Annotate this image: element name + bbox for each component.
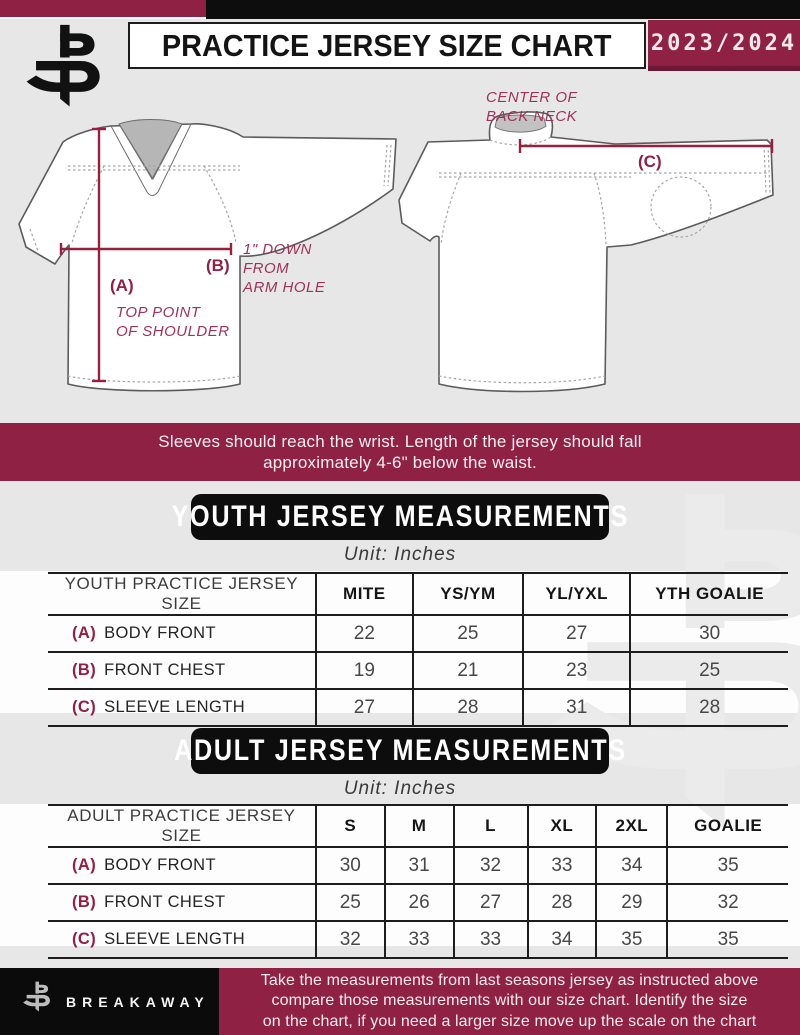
footer-note-line-2: compare those measurements with our size chart. Identify the size [271, 992, 748, 1010]
cell: 33 [454, 921, 528, 958]
row-label: SLEEVE LENGTH [104, 698, 246, 716]
cell: 31 [385, 847, 454, 884]
top-strip-maroon [0, 0, 206, 17]
youth-section-heading-banner [171, 494, 629, 540]
adult-section-heading-banner [173, 728, 627, 774]
cell: 28 [630, 689, 788, 726]
table-row [48, 884, 788, 921]
top-accent-strip [0, 0, 800, 20]
youth-row-c-label [48, 689, 316, 726]
cell: 29 [596, 884, 667, 921]
youth-table-title-cell: YOUTH PRACTICE JERSEY SIZE [64, 574, 299, 613]
cell: 35 [596, 921, 667, 958]
youth-table-header-row [48, 573, 788, 615]
label-B-caption-3: ARM HOLE [243, 279, 326, 296]
cell: 33 [528, 847, 597, 884]
adult-col-goalie: GOALIE [667, 805, 788, 847]
footer-note-line-3: on the chart, if you need a larger size move up the scale on the chart [262, 1012, 757, 1030]
measurements-section [0, 481, 800, 968]
row-key: (A) [72, 856, 97, 874]
cell: 28 [413, 689, 523, 726]
adult-col-l: L [454, 805, 528, 847]
row-key: (A) [72, 624, 97, 642]
top-strip-black [206, 0, 800, 20]
cell: 32 [316, 921, 385, 958]
cell: 25 [413, 615, 523, 652]
youth-col-ysym: YS/YM [413, 573, 523, 615]
cell: 26 [385, 884, 454, 921]
front-jersey-diagram [6, 93, 406, 423]
adult-table-header-row [48, 805, 788, 847]
back-jersey-diagram [398, 85, 800, 415]
row-label: BODY FRONT [104, 624, 216, 642]
cell: 35 [667, 847, 788, 884]
breakaway-b-logo-small-icon [22, 981, 54, 1022]
youth-row-b-label [48, 652, 316, 689]
row-label: BODY FRONT [104, 856, 216, 874]
footer-brand-block [0, 968, 219, 1035]
cell: 31 [523, 689, 630, 726]
adult-col-xl: XL [528, 805, 597, 847]
label-A-caption-1: TOP POINT [116, 304, 201, 321]
footer-brand-name: BREAKAWAY [66, 993, 210, 1010]
youth-section-heading: YOUTH JERSEY MEASUREMENTS [171, 500, 629, 533]
hero-section [0, 19, 800, 423]
footer-instructions [219, 968, 800, 1035]
cell: 25 [630, 652, 788, 689]
row-key: (B) [72, 661, 97, 679]
footer-note-line-1: Take the measurements from last seasons jersey as instructed above [260, 971, 759, 989]
cell: 28 [528, 884, 597, 921]
adult-col-2xl: 2XL [596, 805, 667, 847]
cell: 35 [667, 921, 788, 958]
fit-notice-line-2: approximately 4-6" below the waist. [263, 453, 537, 472]
season-badge [648, 20, 800, 71]
youth-row-a-label [48, 615, 316, 652]
adult-unit-label: Unit: Inches [343, 778, 457, 799]
youth-col-ylyxl: YL/YXL [523, 573, 630, 615]
row-key: (C) [72, 930, 97, 948]
page-title: PRACTICE JERSEY SIZE CHART [162, 27, 612, 63]
footer [0, 968, 800, 1035]
cell: 25 [316, 884, 385, 921]
label-B-caption-1: 1" DOWN [243, 241, 312, 258]
row-label: SLEEVE LENGTH [104, 930, 246, 948]
adult-section-heading: ADULT JERSEY MEASUREMENTS [173, 734, 627, 767]
label-B-caption-2: FROM [243, 260, 290, 277]
cell: 21 [413, 652, 523, 689]
season-label: 2023/2024 [650, 30, 798, 56]
cell: 30 [316, 847, 385, 884]
label-A: (A) [110, 276, 134, 295]
cell: 19 [316, 652, 413, 689]
youth-unit-label: Unit: Inches [343, 544, 457, 565]
table-row [48, 652, 788, 689]
cell: 27 [454, 884, 528, 921]
cell: 22 [316, 615, 413, 652]
cell: 23 [523, 652, 630, 689]
cell: 32 [667, 884, 788, 921]
adult-row-a-label [48, 847, 316, 884]
youth-size-table [48, 572, 788, 727]
cell: 34 [528, 921, 597, 958]
cell: 27 [523, 615, 630, 652]
label-B: (B) [206, 256, 230, 275]
table-row [48, 615, 788, 652]
label-A-caption-2: OF SHOULDER [116, 323, 230, 340]
cell: 34 [596, 847, 667, 884]
youth-col-mite: MITE [316, 573, 413, 615]
adult-table-title-cell: ADULT PRACTICE JERSEY SIZE [67, 806, 296, 845]
label-C: (C) [638, 152, 662, 171]
cell: 27 [316, 689, 413, 726]
page-title-box [128, 22, 646, 69]
adult-row-c-label [48, 921, 316, 958]
youth-col-goalie: YTH GOALIE [630, 573, 788, 615]
table-row [48, 689, 788, 726]
cell: 30 [630, 615, 788, 652]
cell: 32 [454, 847, 528, 884]
row-key: (C) [72, 698, 97, 716]
row-key: (B) [72, 893, 97, 911]
label-C-caption-2: BACK NECK [486, 108, 578, 125]
row-label: FRONT CHEST [104, 893, 226, 911]
adult-row-b-label [48, 884, 316, 921]
adult-size-table [48, 804, 788, 959]
cell: 33 [385, 921, 454, 958]
adult-col-s: S [316, 805, 385, 847]
fit-notice-banner [0, 423, 800, 481]
adult-col-m: M [385, 805, 454, 847]
fit-notice-line-1: Sleeves should reach the wrist. Length of the jersey should fall [158, 431, 642, 451]
table-row [48, 921, 788, 958]
label-C-caption-1: CENTER OF [486, 89, 578, 106]
row-label: FRONT CHEST [104, 661, 226, 679]
table-row [48, 847, 788, 884]
